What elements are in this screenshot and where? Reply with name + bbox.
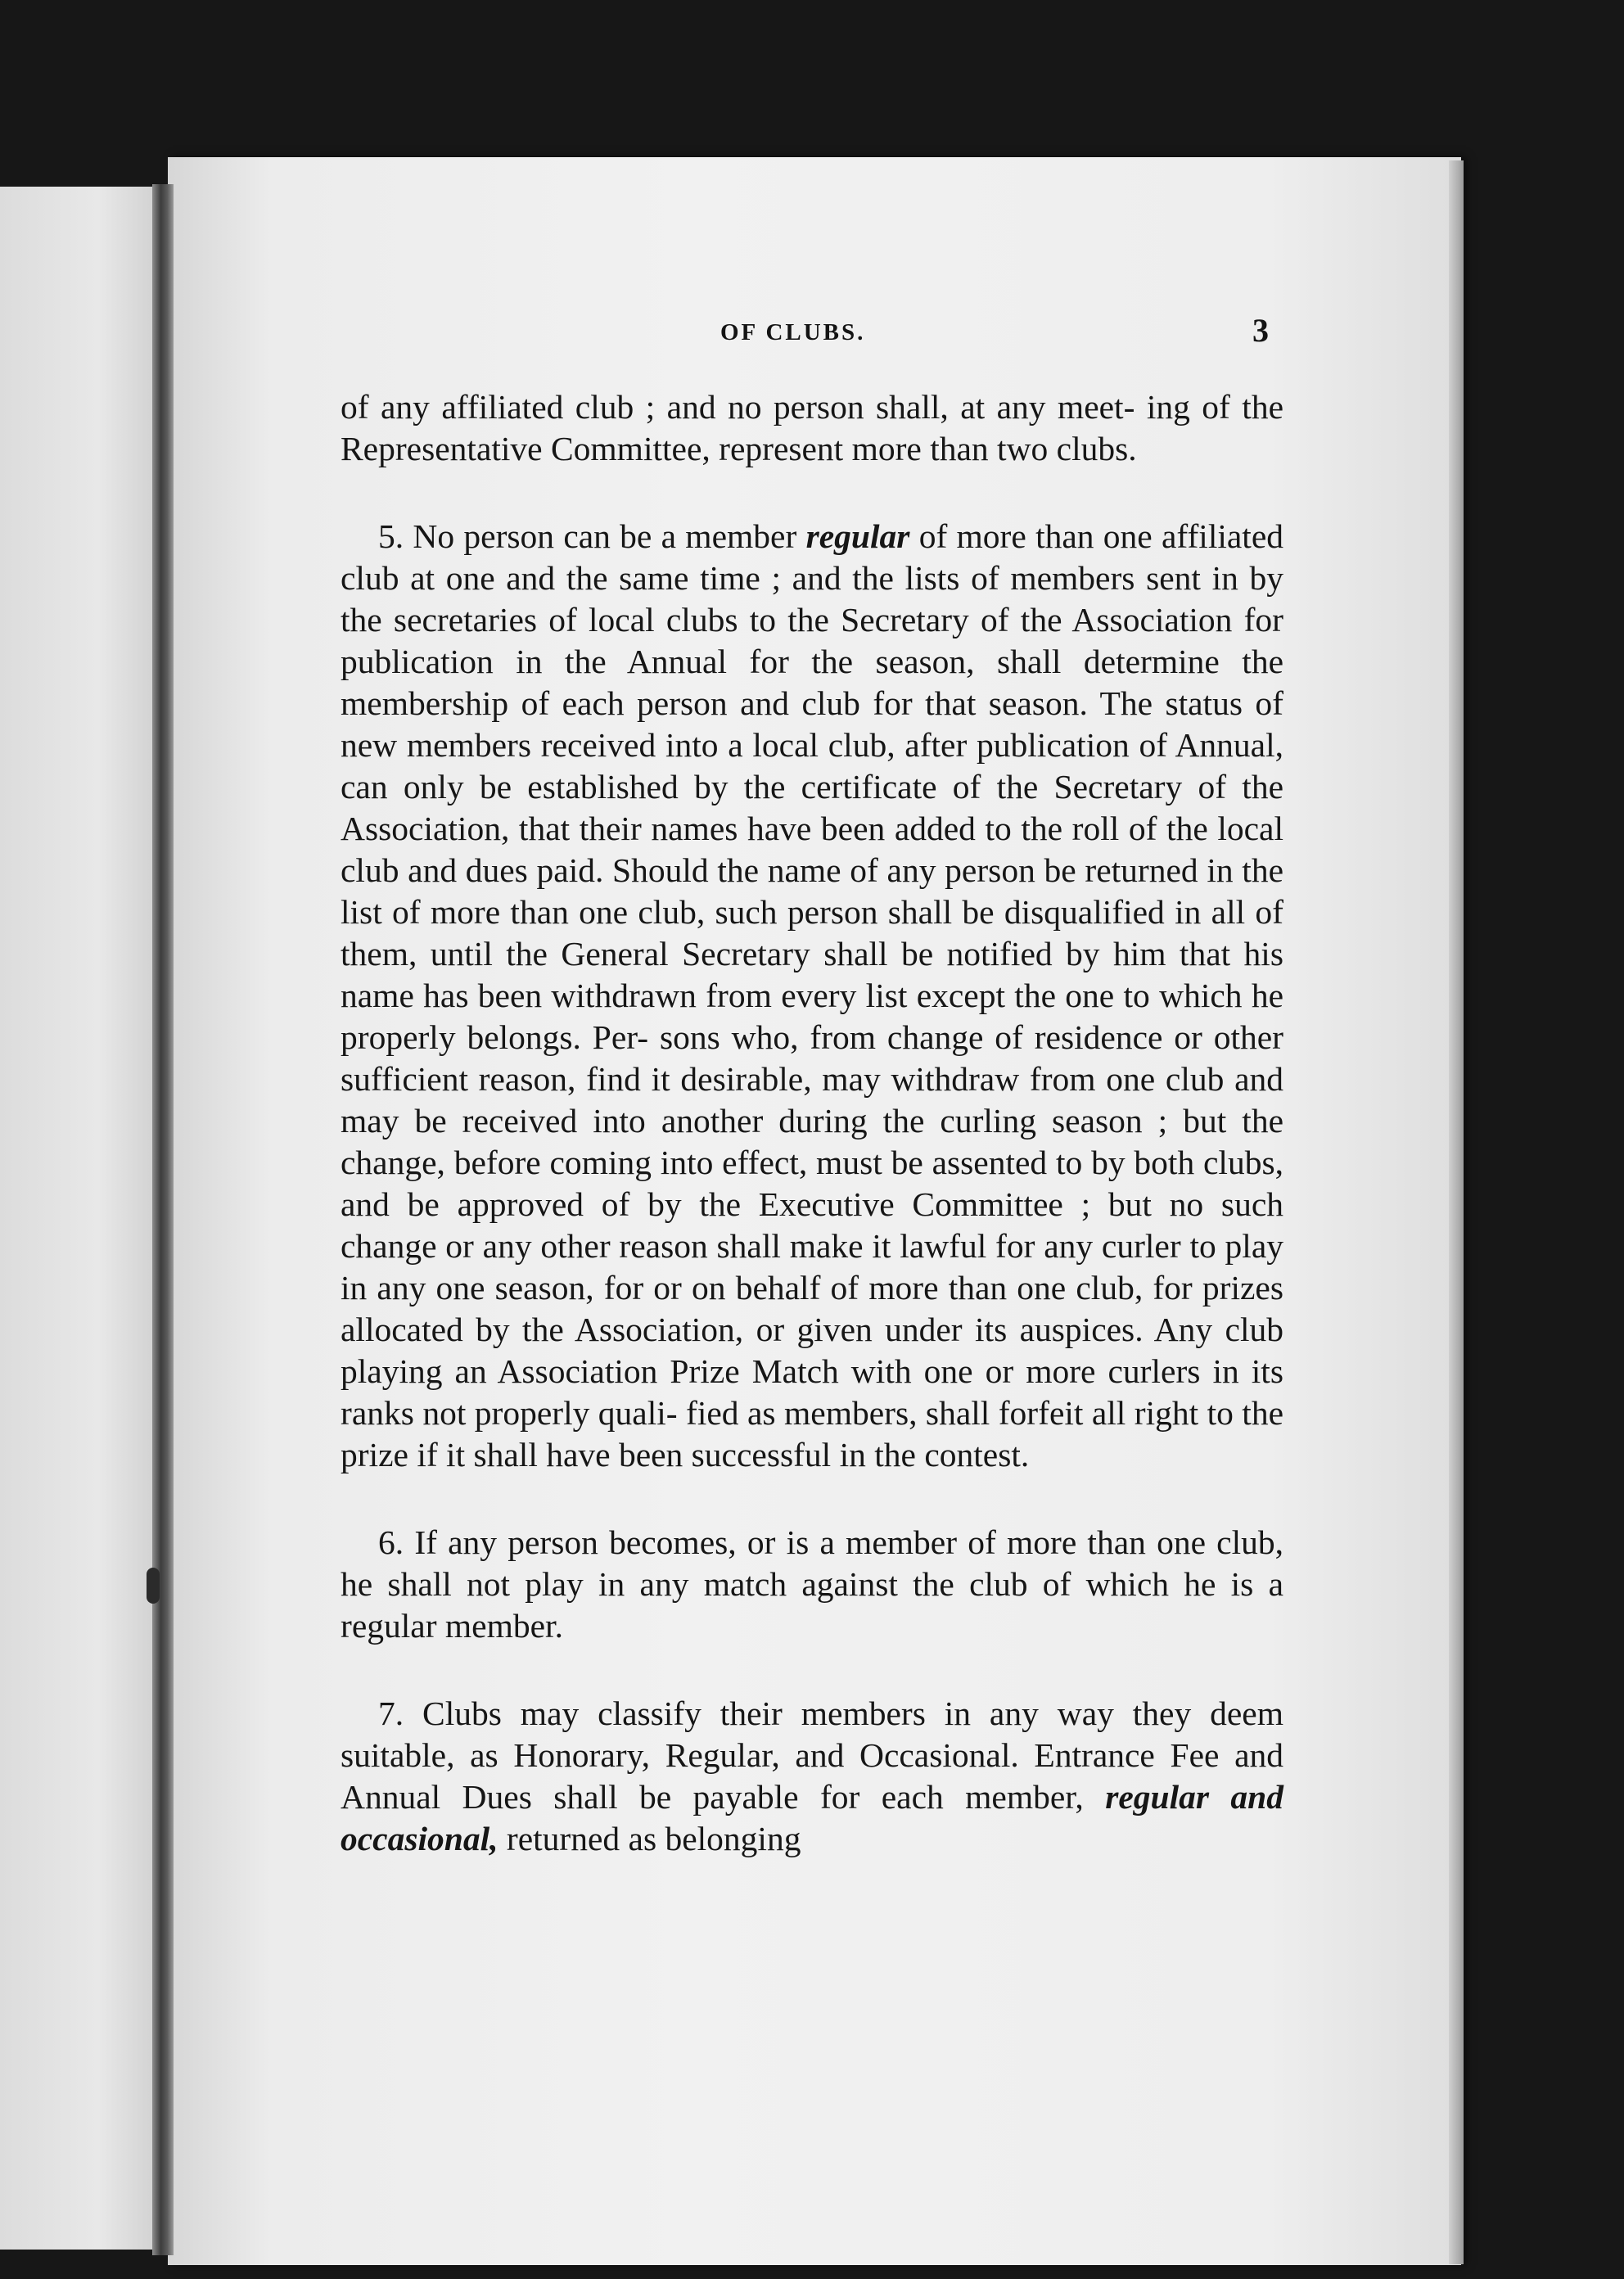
rule-5-number: 5. [378,517,404,555]
body-text [341,386,1283,1860]
rule-6-paragraph [341,1522,1283,1647]
facing-page-edge [0,187,164,2250]
rule-5-italic: regular [805,517,910,555]
rule-7-italic: regular and occasional, [341,1778,1283,1857]
rule-5-paragraph [341,516,1283,1476]
running-head-title: OF CLUBS. [720,319,866,345]
binding-stitch-mark [147,1568,160,1604]
rule-5-rest: of more than one affiliated club at one and the same time ; and the lists of members sent in by the secretaries of local clubs to the Secretary of the Association for publication in the Annual for the season, shall determine the membership of each person and club for that season. The status of new members received into a local club, after publication of Annual, can only be established by the certificate of the Secretary of the Association, that their names have been added to the roll of the local club and dues paid. Should the name of any person be returned in the list of more than one club, such person shall be disqualified in all of them, until the General Secretary shall be notified by him that his name has been withdrawn from every list except the one to which he properly belongs. Per- sons who, from change of residence or other sufficient reason, find it desirable, may withdraw from one club and may be received into another during the curling season ; but the change, before coming into effect, must be assented to by both clubs, and be approved of by the Executive Committee ; but no such change or any other reason shall make it lawful for any curler to play in any one season, for or on behalf of more than one club, for prizes allocated by the Association, or given under its auspices. Any club playing an Association Prize Match with one or more curlers in its ranks not properly quali- fied as members, shall forfeit all right to the prize if it shall have been successful in the contest. [341,517,1284,1473]
rule-7-paragraph [341,1693,1283,1860]
rule-5-lead: No person can be a member [413,517,797,555]
rule-7-lead: Clubs may classify their members in any way they deem suitable, as Honorary, Regular, and Occasional. Entrance Fee and Annual Dues shall be payable for each member, [341,1695,1283,1816]
continuation-paragraph: of any affiliated club ; and no person shall, at any meet- ing of the Representative Committee, represent more than two clubs. [341,388,1283,467]
page-number: 3 [1252,312,1269,349]
running-head [341,312,1283,362]
rule-7-number: 7. [378,1695,404,1732]
rule-6-number: 6. [378,1523,404,1561]
book-gutter [152,184,174,2255]
rule-6-text: If any person becomes, or is a member of more than one club, he shall not play in any match against the club of which he is a regular member. [341,1523,1283,1645]
rule-7-rest: returned as belonging [506,1820,801,1857]
page-fore-edge [1449,160,1464,2264]
